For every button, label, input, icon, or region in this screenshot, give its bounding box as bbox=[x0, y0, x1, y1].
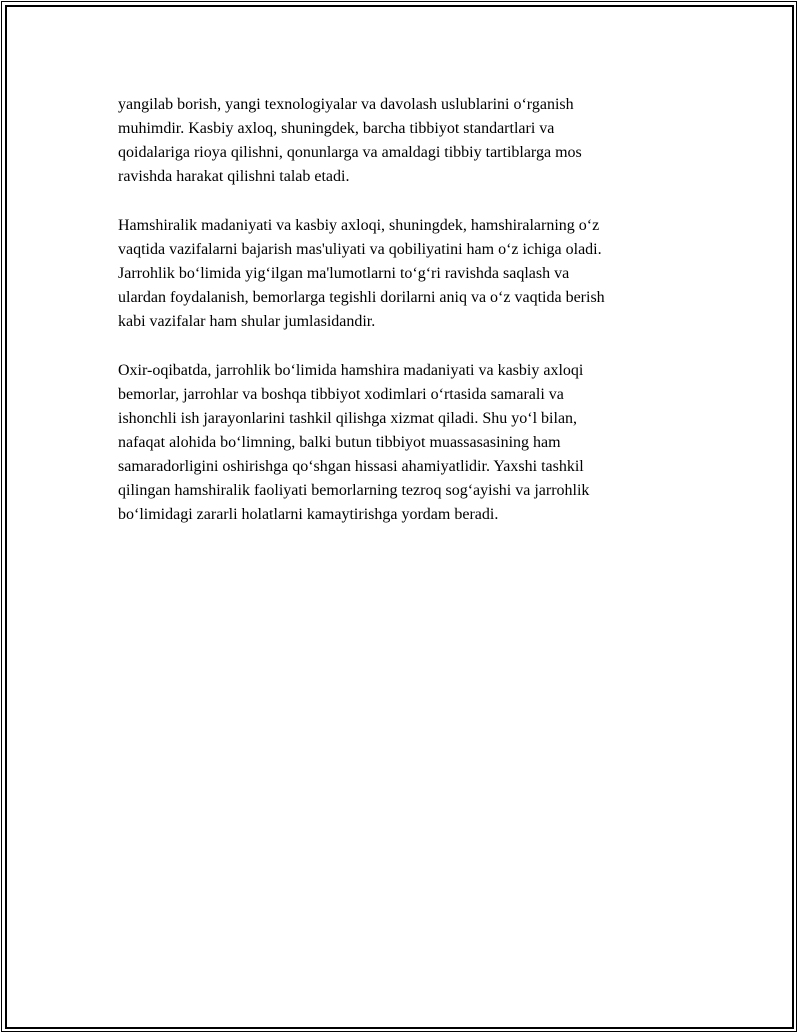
text-line: muhimdir. Kasbiy axloq, shuningdek, barcha tibbiyot standartlari va bbox=[118, 120, 555, 138]
text-line: nafaqat alohida bo‘limning, balki butun tibbiyot muassasasining ham bbox=[118, 434, 561, 452]
text-line: Oxir-oqibatda, jarrohlik bo‘limida hamshira madaniyati va kasbiy axloqi bbox=[118, 361, 584, 379]
paragraph-2 bbox=[118, 214, 718, 334]
text-line: yangilab borish, yangi texnologiyalar va davolash uslublarini o‘rganish bbox=[118, 96, 574, 113]
text-line: ulardan foydalanish, bemorlarga tegishli dorilarni aniq va o‘z vaqtida berish bbox=[118, 289, 605, 307]
text-line: bemorlar, jarrohlar va boshqa tibbiyot xodimlari o‘rtasida samarali va bbox=[118, 385, 564, 403]
text-line: Hamshiralik madaniyati va kasbiy axloqi, shuningdek, hamshiralarning o‘z bbox=[118, 216, 600, 234]
document-body bbox=[118, 93, 718, 552]
text-line: kabi vazifalar ham shular jumlasidandir. bbox=[118, 313, 376, 331]
paragraph-1 bbox=[118, 93, 718, 189]
text-line: ravishda harakat qilishni talab etadi. bbox=[118, 168, 350, 186]
text-line: ishonchli ish jarayonlarini tashkil qilishga xizmat qiladi. Shu yo‘l bilan, bbox=[118, 410, 578, 428]
text-line: samaradorligini oshirishga qo‘shgan hissasi ahamiyatlidir. Yaxshi tashkil bbox=[118, 458, 584, 476]
text-line: Jarrohlik bo‘limida yig‘ilgan ma'lumotlarni to‘g‘ri ravishda saqlash va bbox=[118, 265, 570, 283]
text-line: vaqtida vazifalarni bajarish mas'uliyati va qobiliyatini ham o‘z ichiga oladi. bbox=[118, 240, 602, 258]
paragraph-3 bbox=[118, 359, 718, 528]
text-line: qilingan hamshiralik faoliyati bemorlarning tezroq sog‘ayishi va jarrohlik bbox=[118, 482, 590, 500]
text-line: qoidalariga rioya qilishni, qonunlarga va amaldagi tibbiy tartiblarga mos bbox=[118, 144, 582, 162]
text-line: bo‘limidagi zararli holatlarni kamaytirishga yordam beradi. bbox=[118, 506, 499, 524]
